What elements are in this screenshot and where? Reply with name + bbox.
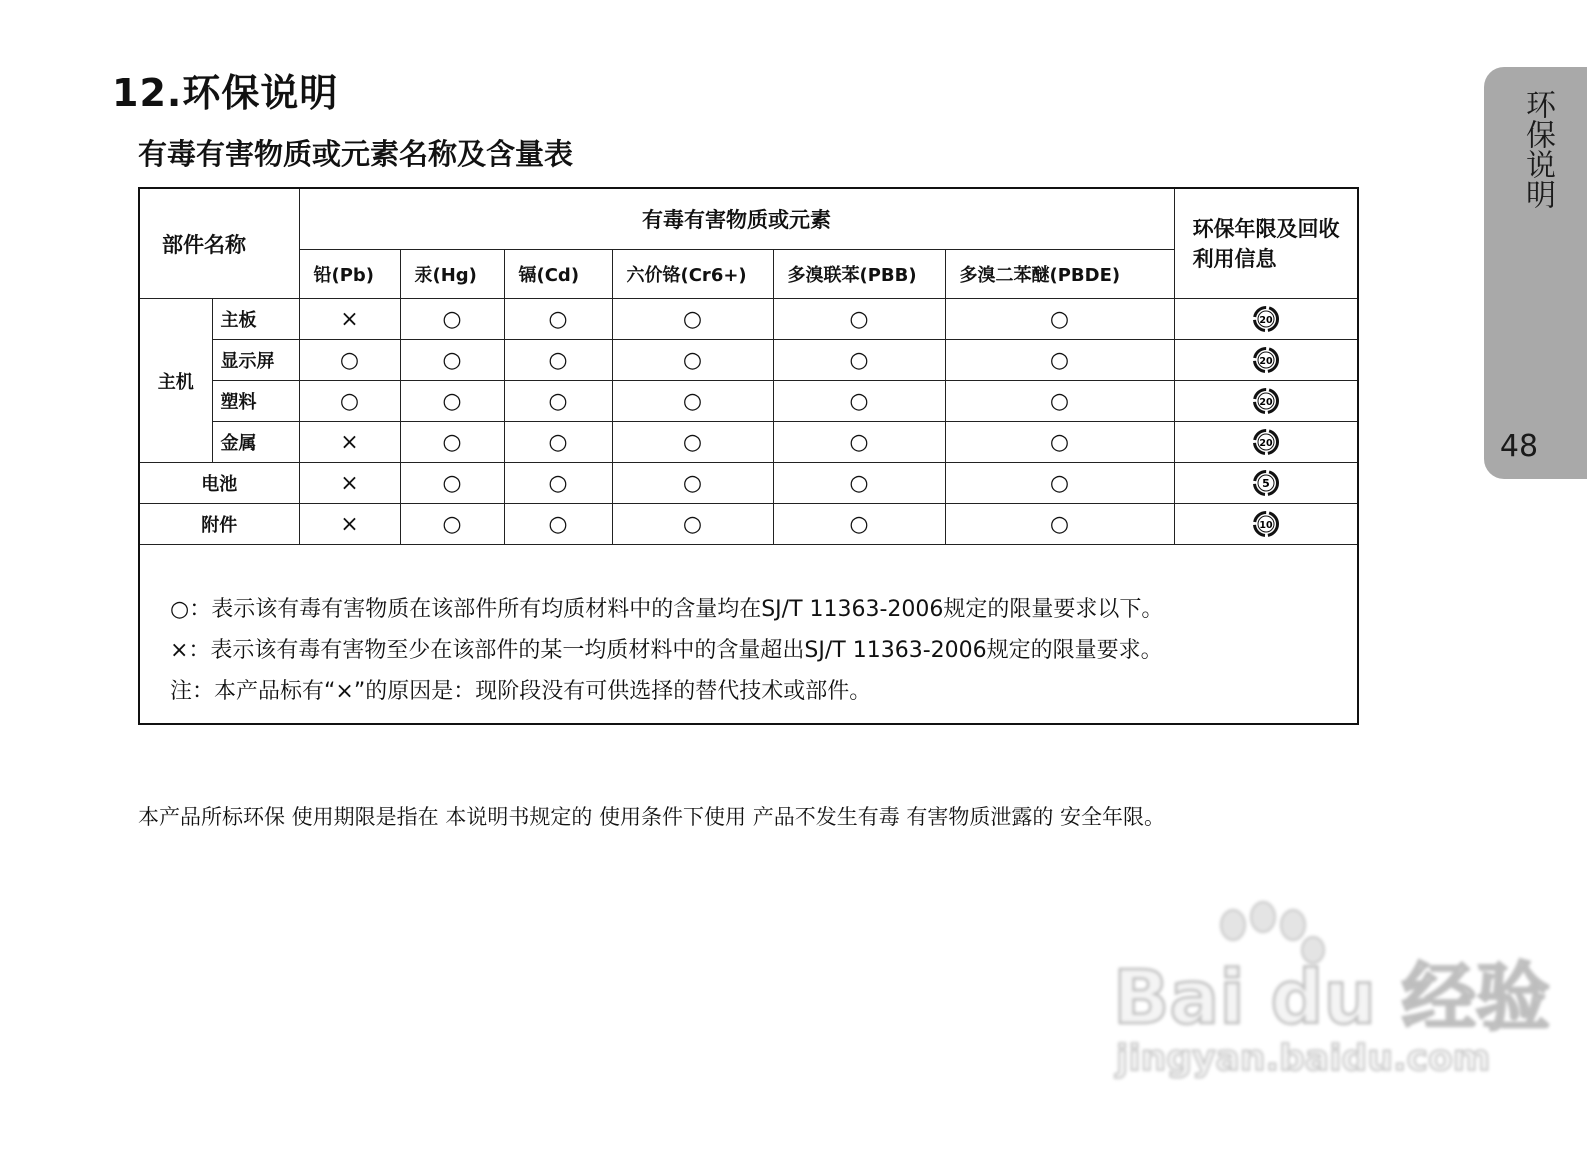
eco-period-value: 20 [1259, 315, 1273, 326]
header-substance-pbde: 多溴二苯醚(PBDE) [945, 250, 1174, 299]
substance-mark: ○ [773, 299, 945, 340]
substance-mark: ○ [299, 340, 400, 381]
table-body [140, 299, 1357, 545]
substance-mark: × [299, 422, 400, 463]
side-tab-label: 环保说明 [1520, 89, 1555, 209]
header-substance-pbb: 多溴联苯(PBB) [773, 250, 945, 299]
eco-period-value: 10 [1259, 520, 1273, 531]
table-title: 有毒有害物质或元素名称及含量表 [138, 137, 574, 171]
row-part-label: 主板 [212, 299, 299, 340]
substance-mark: ○ [945, 504, 1174, 545]
eco-period-value: 20 [1259, 397, 1273, 408]
eco-period-logo-icon [1253, 347, 1279, 373]
substance-mark: ○ [400, 299, 504, 340]
eco-period-logo-icon [1253, 470, 1279, 496]
eco-period-logo-icon [1253, 429, 1279, 455]
substance-mark: ○ [945, 381, 1174, 422]
watermark-brand: Bai du 经验 [1113, 955, 1550, 1041]
substance-mark: ○ [400, 422, 504, 463]
row-part-label: 显示屏 [212, 340, 299, 381]
substance-mark: ○ [612, 340, 773, 381]
substance-table [140, 189, 1357, 545]
substance-mark: ○ [773, 381, 945, 422]
substance-mark: ○ [945, 340, 1174, 381]
side-tab[interactable] [1484, 67, 1587, 479]
header-substance-hg: 汞(Hg) [400, 250, 504, 299]
eco-period-logo-icon [1253, 306, 1279, 332]
substance-mark: ○ [400, 381, 504, 422]
eco-period-value: 5 [1261, 477, 1270, 490]
table-row [140, 340, 1357, 381]
section-title: 12.环保说明 [112, 71, 339, 115]
substance-mark: ○ [504, 340, 612, 381]
substance-mark: ○ [773, 463, 945, 504]
table-row [140, 422, 1357, 463]
substance-mark: ○ [773, 340, 945, 381]
period-logo-cell [1174, 381, 1357, 422]
substance-mark: ○ [504, 299, 612, 340]
substance-mark: ○ [299, 381, 400, 422]
row-part-label: 附件 [140, 504, 299, 545]
substance-mark: ○ [773, 504, 945, 545]
paw-icon [1221, 902, 1324, 963]
period-logo-cell [1174, 422, 1357, 463]
period-logo-cell [1174, 299, 1357, 340]
substance-mark: ○ [504, 422, 612, 463]
substance-mark: ○ [612, 299, 773, 340]
header-substances-group: 有毒有害物质或元素 [299, 189, 1174, 250]
substance-mark: ○ [612, 381, 773, 422]
substance-mark: ○ [400, 463, 504, 504]
eco-period-logo-icon [1253, 511, 1279, 537]
substance-mark: × [299, 463, 400, 504]
table-notes [170, 589, 1163, 712]
eco-period-value: 20 [1259, 356, 1273, 367]
header-substance-pb: 铅(Pb) [299, 250, 400, 299]
header-part-name: 部件名称 [140, 189, 299, 299]
page-number: 48 [1499, 429, 1539, 464]
substance-mark: ○ [504, 381, 612, 422]
period-logo-cell [1174, 504, 1357, 545]
substance-mark: ○ [400, 340, 504, 381]
row-part-label: 电池 [140, 463, 299, 504]
eco-period-value: 20 [1259, 438, 1273, 449]
header-substance-cr6: 六价铬(Cr6+) [612, 250, 773, 299]
substance-mark: ○ [945, 422, 1174, 463]
row-part-label: 金属 [212, 422, 299, 463]
note-reason: 注：本产品标有“×”的原因是：现阶段没有可供选择的替代技术或部件。 [170, 679, 872, 704]
header-recycle-info: 环保年限及回收利用信息 [1174, 189, 1357, 299]
substance-mark: × [299, 299, 400, 340]
table-row [140, 463, 1357, 504]
substance-mark: ○ [400, 504, 504, 545]
substance-table-frame [138, 187, 1359, 725]
period-logo-cell [1174, 463, 1357, 504]
row-group-label: 主机 [140, 299, 212, 463]
substance-mark: ○ [612, 504, 773, 545]
note-circle-meaning: ○：表示该有毒有害物质在该部件所有均质材料中的含量均在SJ/T 11363-2006规定的限量要求以下。 [170, 597, 1164, 622]
substance-mark: ○ [504, 463, 612, 504]
table-row [140, 299, 1357, 340]
substance-mark: ○ [504, 504, 612, 545]
eco-period-logo-icon [1253, 388, 1279, 414]
row-part-label: 塑料 [212, 381, 299, 422]
substance-mark: ○ [945, 299, 1174, 340]
substance-mark: ○ [612, 422, 773, 463]
header-substance-cd: 镉(Cd) [504, 250, 612, 299]
table-row [140, 504, 1357, 545]
watermark-url: jingyan.baidu.com [1116, 1038, 1491, 1079]
substance-mark: × [299, 504, 400, 545]
table-row [140, 381, 1357, 422]
substance-mark: ○ [612, 463, 773, 504]
note-cross-meaning: ×：表示该有毒有害物至少在该部件的某一均质材料中的含量超出SJ/T 11363-2006规定的限量要求。 [170, 638, 1163, 663]
substance-mark: ○ [773, 422, 945, 463]
footer-text: 本产品所标环保 使用期限是指在 本说明书规定的 使用条件下使用 产品不发生有毒 有害物质泄露的 安全年限。 [138, 805, 1166, 829]
baidu-jingyan-watermark [1108, 905, 1550, 1085]
period-logo-cell [1174, 340, 1357, 381]
substance-mark: ○ [945, 463, 1174, 504]
